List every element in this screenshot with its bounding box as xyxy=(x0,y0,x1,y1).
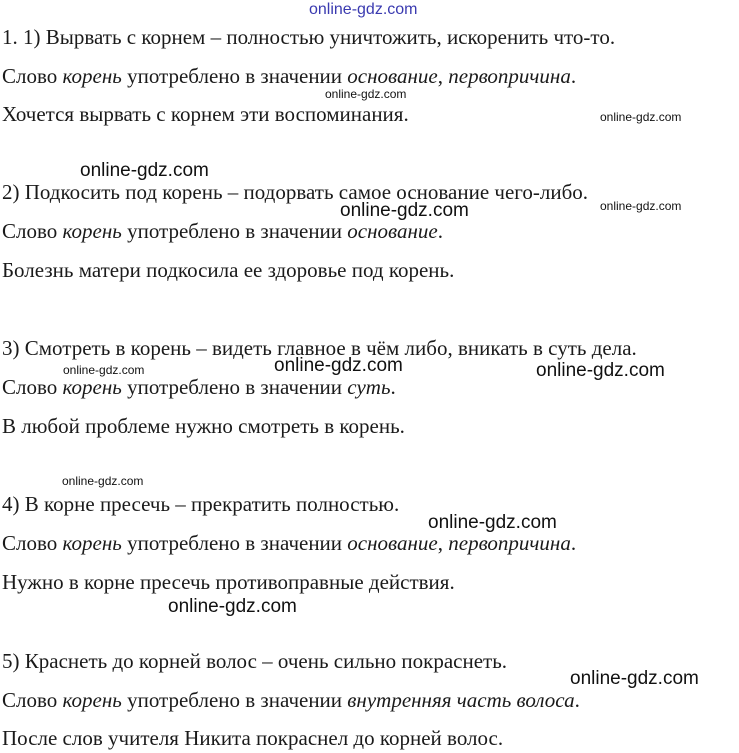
watermark: online-gdz.com xyxy=(600,199,682,213)
item-4-meaning: Слово корень употреблено в значении основание, первопричина. xyxy=(2,531,577,555)
keyword: корень xyxy=(62,688,122,712)
item-3-heading: 3) Смотреть в корень – видеть главное в чём либо, вникать в суть дела. xyxy=(2,336,637,360)
watermark: online-gdz.com xyxy=(340,200,469,221)
watermark: online-gdz.com xyxy=(428,512,557,533)
item-5-example: После слов учителя Никита покраснел до корней волос. xyxy=(2,726,504,750)
meaning-value: внутренняя часть волоса xyxy=(347,688,575,712)
watermark: online-gdz.com xyxy=(63,363,145,377)
item-4-example: Нужно в корне пресечь противоправные действия. xyxy=(2,570,455,594)
watermark: online-gdz.com xyxy=(80,160,209,181)
item-5-meaning: Слово корень употреблено в значении внутренняя часть волоса. xyxy=(2,688,580,712)
meaning-value: основание xyxy=(347,531,438,555)
watermark: online-gdz.com xyxy=(570,668,699,689)
item-1-heading: 1. 1) Вырвать с корнем – полностью уничтожить, искоренить что-то. xyxy=(2,25,616,49)
watermark: online-gdz.com xyxy=(274,355,403,376)
watermark: online-gdz.com xyxy=(600,110,682,124)
item-4-heading: 4) В корне пресечь – прекратить полностью. xyxy=(2,492,400,516)
item-2-heading: 2) Подкосить под корень – подорвать самое основание чего-либо. xyxy=(2,180,589,204)
meaning-value: основание xyxy=(347,219,438,243)
item-1-meaning: Слово корень употреблено в значении основание, первопричина. xyxy=(2,64,577,88)
item-3-meaning: Слово корень употреблено в значении суть. xyxy=(2,375,396,399)
watermark: online-gdz.com xyxy=(536,360,665,381)
watermark: online-gdz.com xyxy=(168,596,297,617)
watermark: online-gdz.com xyxy=(62,474,144,488)
keyword: корень xyxy=(62,64,122,88)
item-3-example: В любой проблеме нужно смотреть в корень. xyxy=(2,414,405,438)
item-2-example: Болезнь матери подкосила ее здоровье под корень. xyxy=(2,258,455,282)
item-5-heading: 5) Краснеть до корней волос – очень сильно покраснеть. xyxy=(2,649,508,673)
meaning-value: основание xyxy=(347,64,438,88)
watermark: online-gdz.com xyxy=(325,87,407,101)
keyword: корень xyxy=(62,375,122,399)
keyword: корень xyxy=(62,531,122,555)
item-2-meaning: Слово корень употреблено в значении основание. xyxy=(2,219,443,243)
meaning-value-2: первопричина xyxy=(448,64,571,88)
watermark: online-gdz.com xyxy=(309,1,418,18)
meaning-value-2: первопричина xyxy=(448,531,571,555)
meaning-value: суть xyxy=(347,375,391,399)
item-1-example: Хочется вырвать с корнем эти воспоминания. xyxy=(2,102,409,126)
keyword: корень xyxy=(62,219,122,243)
